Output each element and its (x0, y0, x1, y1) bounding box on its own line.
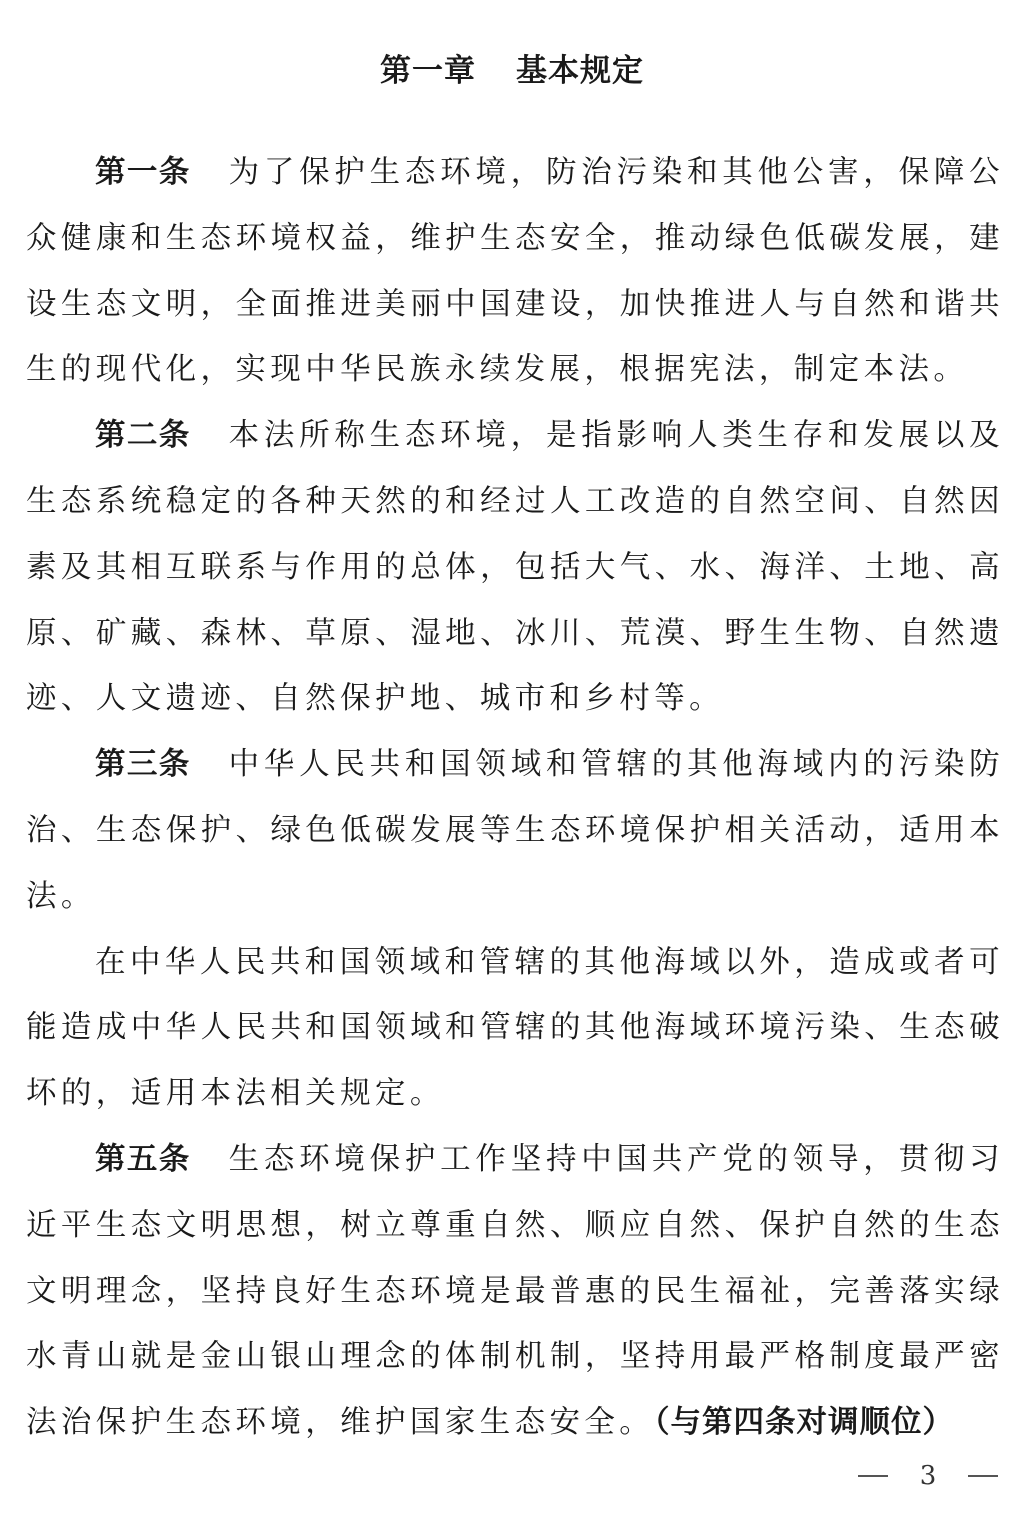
article-note: （与第四条对调顺位） (654, 1405, 954, 1441)
page-footer (858, 1456, 998, 1496)
article-text: 中华人民共和国领域和管辖的其他海域内的污染防治、生态保护、绿色低碳发展等生态环境保护相关活动，适用本法。 (26, 747, 1004, 914)
page-number: 3 (919, 1461, 937, 1491)
article-label: 第二条 (95, 418, 191, 454)
article-5 (26, 1127, 1004, 1456)
article-label: 第一条 (95, 155, 191, 190)
article-text: 在中华人民共和国领域和管辖的其他海域以外，造成或者可能造成中华人民共和国领域和管辖的其他海域环境污染、生态破坏的，适用本法相关规定。 (26, 944, 1004, 1112)
article-text: 为了保护生态环境，防治污染和其他公害，保障公众健康和生态环境权益，维护生态安全，推动绿色低碳发展，建设生态文明，全面推进美丽中国建设，加快推进人与自然和谐共生的现代化，实现中华民族永续发展，根据宪法，制定本法。 (26, 155, 1004, 388)
footer-dash-left (858, 1475, 888, 1477)
chapter-number: 第一章 (380, 53, 476, 89)
article-label: 第三条 (95, 747, 191, 783)
article-3 (26, 732, 1004, 929)
article-text: 本法所称生态环境，是指影响人类生存和发展以及生态系统稳定的各种天然的和经过人工改造的自然空间、自然因素及其相互联系与作用的总体，包括大气、水、海洋、土地、高原、矿藏、森林、草原、湿地、冰川、荒漠、野生生物、自然遗迹、人文遗迹、自然保护地、城市和乡村等。 (26, 418, 1004, 717)
article-text: 生态环境保护工作坚持中国共产党的领导，贯彻习近平生态文明思想，树立尊重自然、顺应自然、保护自然的生态文明理念，坚持良好生态环境是最普惠的民生福祉，完善落实绿水青山就是金山银山理念的体制机制，坚持用最严格制度最严密法治保护生态环境，维护国家生态安全。 (26, 1141, 1004, 1441)
document-body (26, 140, 1004, 1456)
footer-dash-right (968, 1475, 998, 1477)
chapter-title (0, 46, 1024, 96)
article-1 (26, 140, 1004, 403)
article-label: 第五条 (95, 1141, 191, 1177)
article-2 (26, 403, 1004, 732)
article-3-paragraph-2 (26, 930, 1004, 1127)
chapter-name: 基本规定 (516, 53, 644, 89)
